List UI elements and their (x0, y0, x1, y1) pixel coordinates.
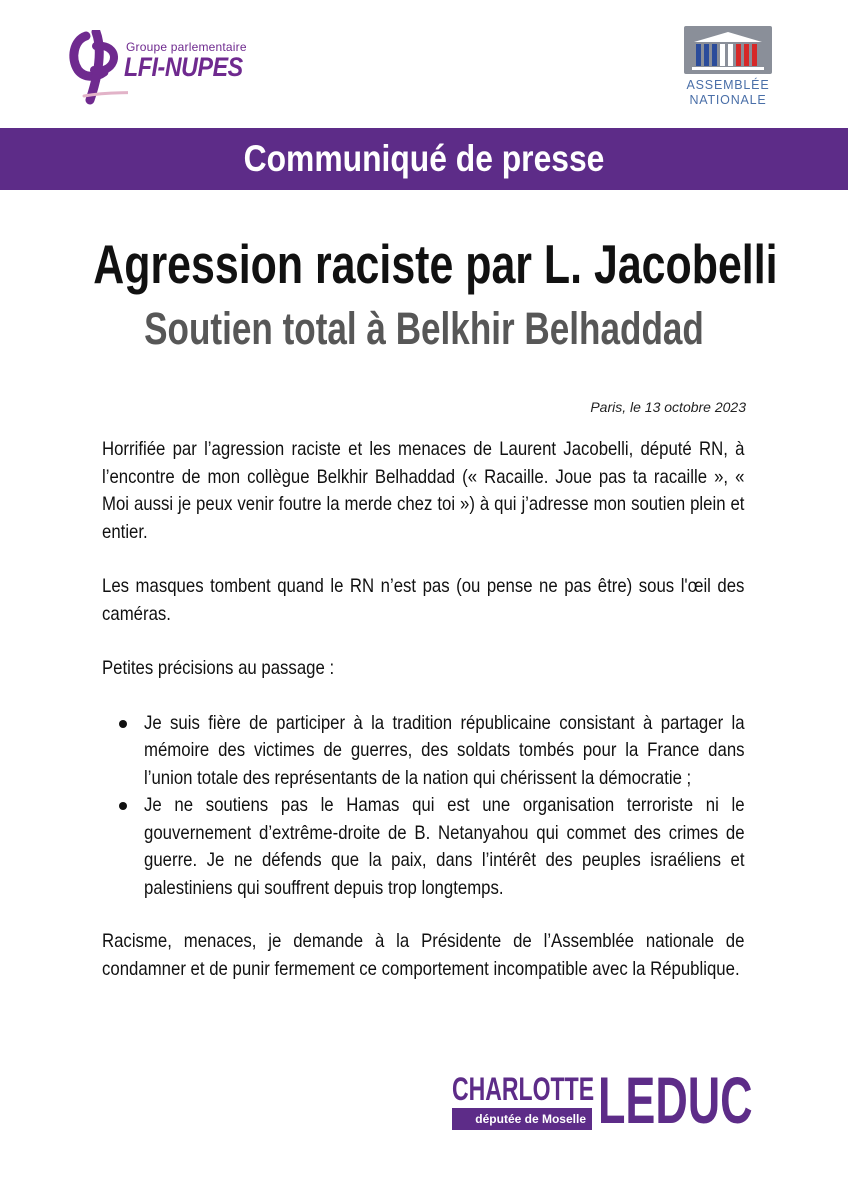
clarifications-list (102, 710, 746, 903)
paragraph-2: Les masques tombent quand le RN n’est pas (ou pense ne pas être) sous l'œil des caméras. (102, 575, 745, 625)
paragraph-3: Petites précisions au passage : (102, 657, 335, 679)
signature-last-name: LEDUC (598, 1063, 753, 1137)
nationale-word: NATIONALE (689, 93, 767, 107)
page-title: Agression raciste par L. Jacobelli (93, 233, 778, 295)
paragraph-4: Racisme, menaces, je demande à la Présidente de l’Assemblée nationale de condamner et de punir fermement ce comportement incompatible avec la République. (102, 930, 745, 980)
bullet-icon (119, 720, 127, 728)
list-item: Je suis fière de participer à la tradition républicaine consistant à partager la mémoire des victimes de guerres, des soldats tombés pour la France dans l’union totale des représentants de la nation qui chérissent la démocratie ; (144, 710, 746, 793)
phi-logo-icon (66, 30, 128, 105)
list-item: Je ne soutiens pas le Hamas qui est une organisation terroriste ni le gouvernement d’extrême-droite de B. Netanyahou qui commet des crimes de guerre. Je ne défends que la paix, dans l’intérêt des peuples israéliens et palestiniens qui souffrent depuis trop longtemps. (144, 792, 746, 902)
bullet-icon (119, 802, 127, 810)
signature-block (452, 1063, 753, 1137)
page-subtitle: Soutien total à Belkhir Belhaddad (144, 303, 704, 354)
press-release-body (102, 436, 746, 1010)
assemblee-nationale-logo (680, 26, 776, 110)
date-line: Paris, le 13 octobre 2023 (590, 399, 746, 415)
lfi-subtitle: Groupe parlementaire (126, 40, 247, 54)
lfi-name: LFI-NUPES (124, 52, 243, 82)
paragraph-1: Horrifiée par l’agression raciste et les menaces de Laurent Jacobelli, député RN, à l’encontre de mon collègue Belkhir Belhaddad (« Racaille. Joue pas ta racaille », « Moi aussi je peux venir foutre la merde chez toi ») à qui j’adresse mon soutien plein et entier. (102, 438, 745, 543)
signature-first-name: CHARLOTTE (452, 1071, 595, 1107)
assemblee-word: ASSEMBLÉE (686, 78, 770, 92)
lfi-nupes-logo (66, 30, 266, 105)
parliament-building-icon (684, 26, 772, 74)
press-release-band (0, 128, 848, 190)
press-release-label: Communiqué de presse (243, 138, 605, 179)
signature-role: députée de Moselle (475, 1112, 586, 1126)
